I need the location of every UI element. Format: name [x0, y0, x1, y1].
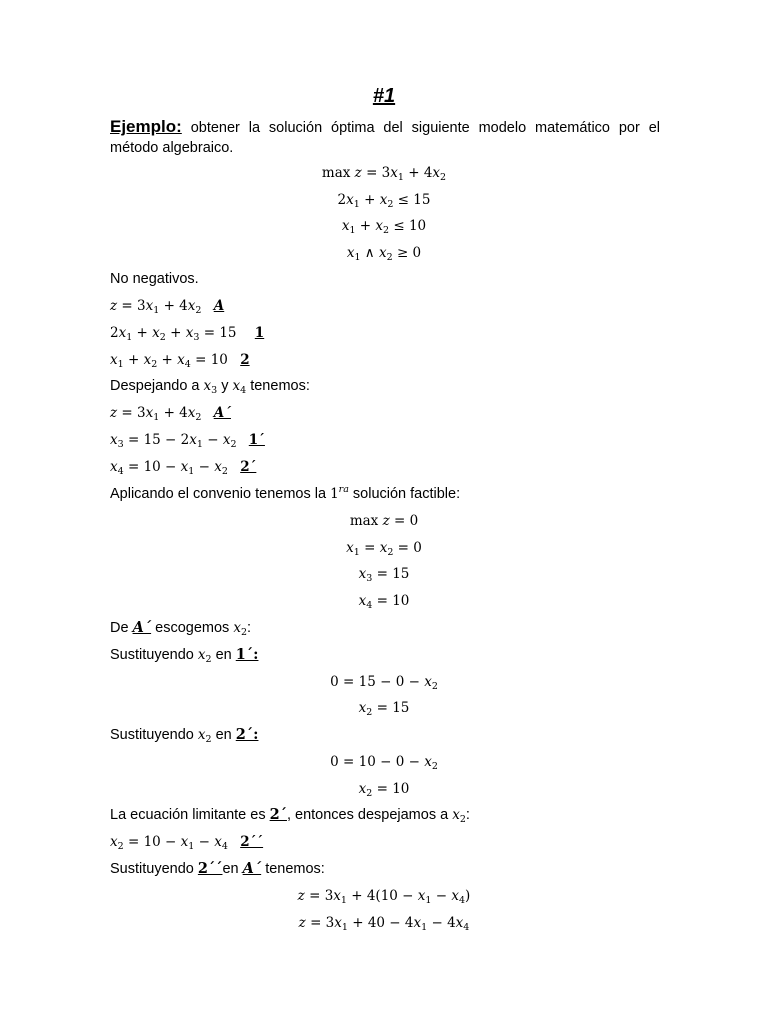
intro-paragraph	[110, 117, 660, 158]
limitante-text: La ecuación limitante es 2´, entonces despejamos a $x_2$:	[110, 806, 470, 825]
tag-2: 2	[240, 352, 250, 368]
tag-2-double-prime: 2´´	[240, 834, 264, 850]
sub2-equation-b: $x_2 = 10$	[358, 781, 410, 799]
z-substitution-1: $z = 3x_1 + 4(10 - x_1 - x_4)$	[297, 888, 471, 906]
model-objective: $\max z = 3x_1 + 4x_2$	[321, 165, 447, 183]
equation-x3: $x_3 = 15 - 2x_1 - x_2$ 1´	[110, 432, 265, 450]
tag-1: 1	[254, 325, 265, 341]
sustituyendo-2-text: Sustituyendo $x_2$ en 2´:	[110, 726, 259, 745]
equation-x2-solve: $x_2 = 10 - x_1 - x_4$ 2´´	[110, 834, 264, 852]
equation-1: $2x_1 + x_2 + x_3 = 15$ 1	[110, 325, 265, 343]
model-nonnegativity: $x_1$ ∧ $x_2 \ge 0$	[346, 245, 422, 263]
feasible-x3: $x_3 = 15$	[358, 566, 410, 584]
equation-2: $x_1 + x_2 + x_4 = 10$ 2	[110, 352, 250, 370]
feasible-x1-x2: $x_1 = x_2 = 0$	[346, 540, 422, 558]
no-negativos-text: No negativos.	[110, 271, 199, 287]
model-constraint-1: $2x_1 + x_2 \le 15$	[337, 192, 431, 210]
despejando-text: Despejando a $x_3$ y $x_4$ tenemos:	[110, 378, 310, 396]
equation-z: $z = 3x_1 + 4x_2$ A	[110, 298, 225, 316]
model-constraint-2: $x_1 + x_2 \le 10$	[341, 218, 427, 236]
tag-A: A	[213, 298, 225, 314]
example-label: Ejemplo:	[110, 117, 182, 136]
sub2-equation-a: $0 = 10 - 0 - x_2$	[330, 754, 438, 772]
tag-1-prime: 1´	[248, 432, 265, 448]
sub1-equation-a: $0 = 15 - 0 - x_2$	[330, 674, 438, 692]
sustituyendo-3-text: Sustituyendo 2´´en A´ tenemos:	[110, 860, 325, 877]
feasible-z: max z = 0	[349, 513, 419, 529]
feasible-x4: $x_4 = 10$	[358, 593, 410, 611]
tag-A-prime: A´	[213, 405, 231, 421]
aplicando-text: Aplicando el convenio tenemos la $1^{ra}$ solución factible:	[110, 484, 461, 502]
page-title: #1	[372, 85, 396, 107]
equation-z-prime: $z = 3x_1 + 4x_2$ A´	[110, 405, 231, 423]
intro-text: obtener la solución óptima del siguiente modelo matemático por el método algebraico.	[110, 120, 660, 156]
sustituyendo-1-text: Sustituyendo $x_2$ en 1´:	[110, 646, 259, 665]
de-escogemos-text: De A´ escogemos $x_2$:	[110, 619, 252, 638]
tag-2-prime: 2´	[240, 459, 257, 475]
sub1-equation-b: $x_2 = 15$	[358, 700, 410, 718]
equation-x4: $x_4 = 10 - x_1 - x_2$ 2´	[110, 459, 257, 477]
z-substitution-2: $z = 3x_1 + 40 - 4x_1 - 4x_4$	[298, 915, 470, 933]
